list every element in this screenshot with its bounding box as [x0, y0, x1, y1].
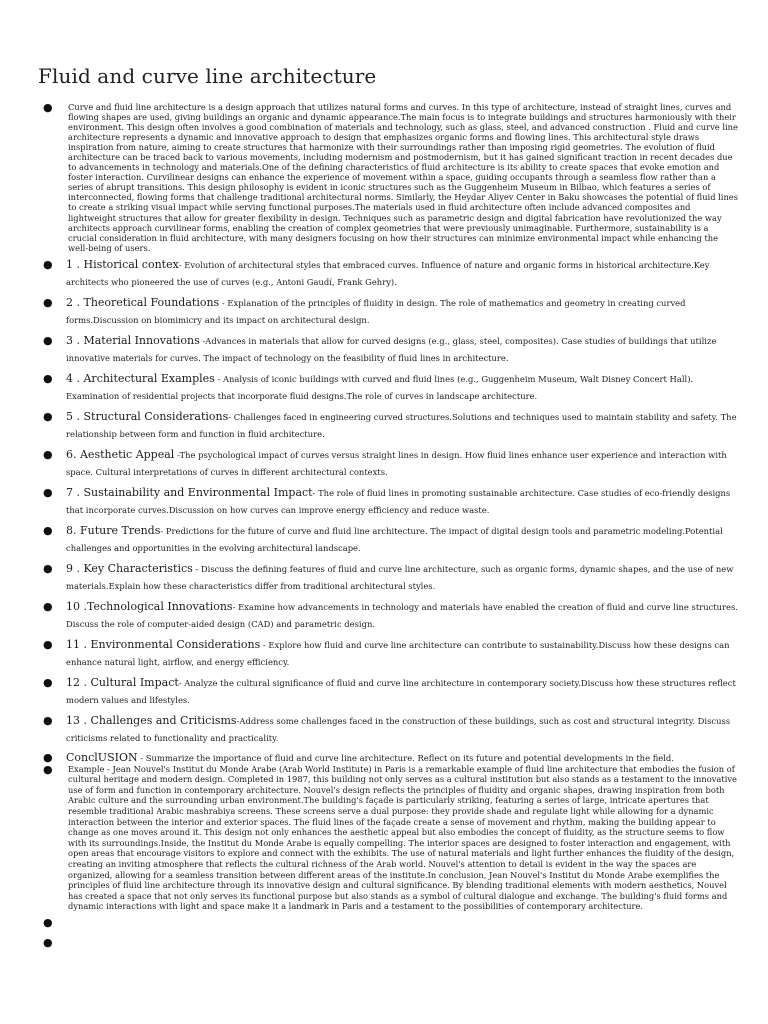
bullet-icon: ●: [43, 295, 53, 309]
bullet-icon: ●: [43, 523, 53, 537]
bullet-icon: ●: [43, 713, 53, 727]
list-item: [38, 332, 738, 367]
item-description: -Address some challenges faced in the construction of these buildings, such as cost and structural integrity. Discuss criticisms related to functionality and practicality.: [66, 715, 731, 744]
item-heading: 13 . Challenges and Criticisms: [66, 713, 237, 727]
bullet-icon: ●: [43, 637, 53, 651]
item-description: - Explanation of the principles of fluidity in design. The role of mathematics and geometry in creating curved forms.Discussion on biomimicry and its impact on architectural design.: [66, 297, 686, 326]
item-heading: 10 .Technological Innovations: [66, 599, 233, 613]
item-heading: 1 . Historical contex: [66, 257, 179, 271]
item-description: -The psychological impact of curves versus straight lines in design. How fluid lines enhance user experience and interaction with space. Cultural interpretations of curves in different architectural contexts.: [66, 449, 727, 478]
bullet-icon: ●: [43, 409, 53, 423]
list-item: [38, 712, 738, 747]
list-item: [38, 522, 738, 557]
empty-list-item: [38, 936, 738, 956]
bullet-icon: ●: [43, 750, 53, 764]
item-heading: 8. Future Trends: [66, 523, 161, 537]
example-paragraph: [38, 764, 738, 912]
list-item: [38, 598, 738, 633]
item-description: - Evolution of architectural styles that embraced curves. Influence of nature and organic forms in historical architecture.Key architects who pioneered the use of curves (e.g., Antoni Gaudí, Frank Gehry).: [66, 259, 710, 288]
item-description: - Analysis of iconic buildings with curved and fluid lines (e.g., Guggenheim Museum, Walt Disney Concert Hall). Examination of residential projects that incorporate fluid designs.The role of curves in landscape architecture.: [66, 373, 694, 402]
bullet-icon: ●: [43, 371, 53, 385]
item-heading: 12 . Cultural Impact: [66, 675, 179, 689]
item-heading: 3 . Material Innovations: [66, 333, 200, 347]
bullet-icon: ●: [43, 447, 53, 461]
list-item: [38, 370, 738, 405]
bullet-icon: ●: [43, 257, 53, 271]
item-description: - Examine how advancements in technology and materials have enabled the creation of fluid and curve line structures. Discuss the role of computer-aided design (CAD) and parametric design.: [66, 601, 738, 630]
list-item: [38, 294, 738, 329]
example-text: Example - Jean Nouvel's Institut du Monde Arabe (Arab World Institute) in Paris is a remarkable example of fluid line architecture that embodies the fusion of cultural heritage and modern design. Completed in 1987, this building not only serves as a cultural institution but also stands as a testament to the innovative use of form and function in contemporary architecture. Nouvel's design reflects the principles of fluidity and organic shapes, drawing inspiration from both Arabic culture and the surrounding urban environment.The building's façade is particularly striking, featuring a series of large, intricate apertures that resemble traditional Arabic mashrabiya screens. These screens serve a dual purpose: they provide shade and regulate light while allowing for a dynamic interaction between the interior and exterior spaces. The fluid lines of the façade create a sense of movement and rhythm, making the building appear to change as one moves around it. This design not only enhances the aesthetic appeal but also embodies the concept of fluidity, as the structure seems to flow with its surroundings.Inside, the Institut du Monde Arabe is equally compelling. The interior spaces are designed to foster interaction and engagement, with open areas that encourage visitors to explore and connect with the exhibits. The use of natural materials and light further enhances the fluidity of the design, creating an inviting atmosphere that reflects the cultural richness of the Arab world. Nouvel's attention to detail is evident in the way the spaces are organized, allowing for a seamless transition between different areas of the institute.In conclusion, Jean Nouvel's Institut du Monde Arabe exemplifies the principles of fluid line architecture through its innovative design and cultural significance. By blending traditional elements with modern aesthetics, Nouvel has created a space that not only serves its functional purpose but also stands as a symbol of cultural dialogue and exchange. The building's fluid forms and dynamic interactions with light and space make it a landmark in Paris and a testament to the possibilities of contemporary architecture.: [68, 763, 737, 912]
bullet-list: [38, 102, 738, 956]
item-heading: 9 . Key Characteristics: [66, 561, 193, 575]
bullet-icon: ●: [43, 762, 53, 776]
item-description: - Challenges faced in engineering curved structures.Solutions and techniques used to maintain stability and safety. The relationship between form and function in fluid architecture.: [66, 411, 737, 440]
intro-paragraph: [38, 102, 738, 253]
item-description: - Discuss the defining features of fluid and curve line architecture, such as organic forms, dynamic shapes, and the use of new materials.Explain how these characteristics differ from traditional architectural styles.: [66, 563, 734, 592]
page-title: Fluid and curve line architecture: [38, 64, 377, 88]
bullet-icon: ●: [43, 936, 53, 950]
item-heading: 5 . Structural Considerations: [66, 409, 229, 423]
bullet-icon: ●: [43, 675, 53, 689]
item-description: -Advances in materials that allow for curved designs (e.g., glass, steel, composites). Case studies of buildings that utilize innovative materials for curves. The impact of technology on the feasibility of fluid lines in architecture.: [66, 335, 717, 364]
item-heading: 7 . Sustainability and Environmental Impact: [66, 485, 313, 499]
item-description: - Explore how fluid and curve line architecture can contribute to sustainability.Discuss how these designs can enhance natural light, airflow, and energy efficiency.: [66, 639, 730, 668]
item-heading: ConclUSION: [66, 750, 138, 764]
intro-text: Curve and fluid line architecture is a design approach that utilizes natural forms and curves. In this type of architecture, instead of straight lines, curves and flowing shapes are used, giving buildings an organic and dynamic appearance.The main focus is to integrate buildings and structures harmoniously with their environment. This design often involves a good combination of materials and technology, such as glass, steel, and advanced construction . Fluid and curve line architecture represents a dynamic and innovative approach to design that emphasizes organic forms and flowing lines. This architectural style draws inspiration from nature, aiming to create structures that harmonize with their surroundings rather than imposing rigid geometries. The evolution of fluid architecture can be traced back to various movements, including modernism and postmodernism, but it has gained significant traction in recent decades due to advancements in technology and materials.One of the defining characteristics of fluid architecture is its ability to create spaces that evoke emotion and foster interaction. Curvilinear designs can enhance the experience of movement within a space, guiding occupants through a seamless flow rather than a series of abrupt transitions. This design philosophy is evident in iconic structures such as the Guggenheim Museum in Bilbao, which features a series of interconnected, flowing forms that challenge traditional architectural norms. Similarly, the Heydar Aliyev Center in Baku showcases the potential of fluid lines to create a striking visual impact while serving functional purposes.The materials used in fluid architecture often include advanced composites and lightweight structures that allow for greater flexibility in design. Techniques such as parametric design and digital fabrication have revolutionized the way architects approach curvilinear forms, enabling the creation of complex geometries that were previously unimaginable. Furthermore, sustainability is a crucial consideration in fluid architecture, with many designers focusing on how their structures can minimize environmental impact while enhancing the well-being of users.: [68, 102, 738, 253]
list-item: [38, 750, 738, 764]
list-item: [38, 674, 738, 709]
item-description: - Predictions for the future of curve and fluid line architecture. The impact of digital design tools and parametric modeling.Potential challenges and opportunities in the evolving architectural landscape.: [66, 525, 723, 554]
item-heading: 4 . Architectural Examples: [66, 371, 215, 385]
bullet-icon: ●: [43, 485, 53, 499]
item-heading: 2 . Theoretical Foundations: [66, 295, 220, 309]
bullet-icon: ●: [43, 916, 53, 930]
bullet-icon: ●: [43, 561, 53, 575]
bullet-icon: ●: [43, 333, 53, 347]
item-heading: 6. Aesthetic Appeal: [66, 447, 175, 461]
list-item: [38, 256, 738, 291]
bullet-icon: ●: [43, 599, 53, 613]
list-item: [38, 446, 738, 481]
empty-list-item: [38, 916, 738, 936]
bullet-icon: ●: [43, 101, 53, 114]
item-description: - Summarize the importance of fluid and curve line architecture. Reflect on its future and potential developments in the field.: [137, 752, 674, 763]
list-item: [38, 636, 738, 671]
list-item: [38, 484, 738, 519]
list-item: [38, 408, 738, 443]
item-description: - Analyze the cultural significance of fluid and curve line architecture in contemporary society.Discuss how these structures reflect modern values and lifestyles.: [66, 677, 736, 706]
list-item: [38, 560, 738, 595]
item-description: - The role of fluid lines in promoting sustainable architecture. Case studies of eco-friendly designs that incorporate curves.Discussion on how curves can improve energy efficiency and reduce waste.: [66, 487, 731, 516]
item-heading: 11 . Environmental Considerations: [66, 637, 261, 651]
